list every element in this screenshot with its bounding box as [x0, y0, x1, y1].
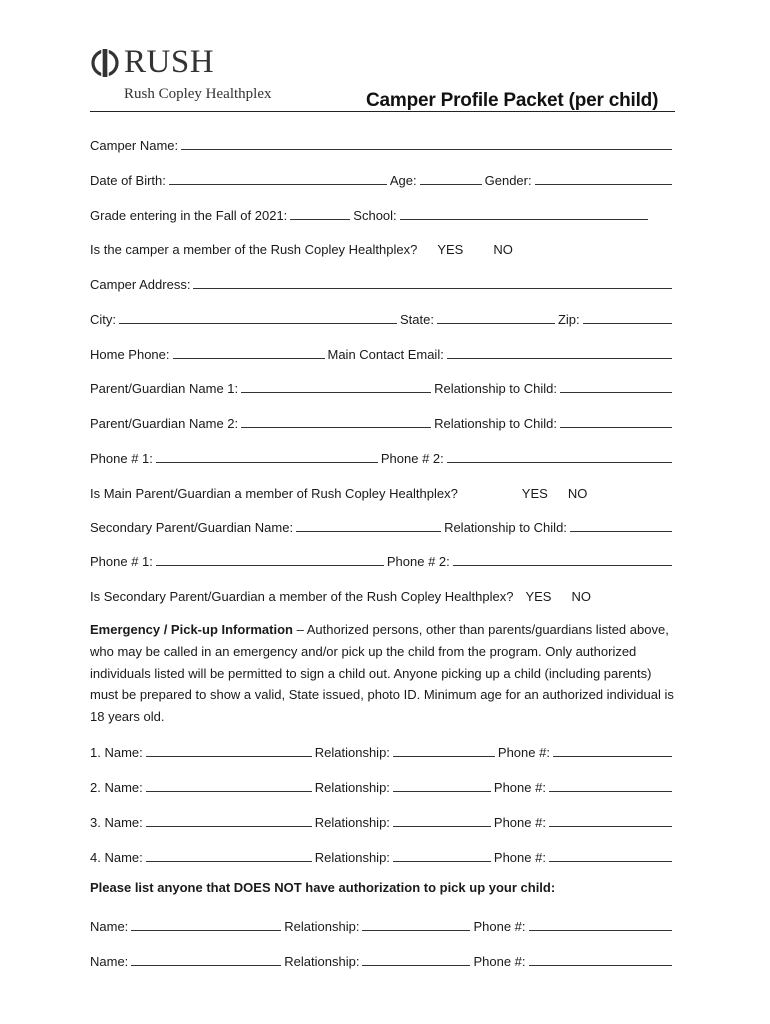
main-member-yes-option[interactable]: YES — [521, 486, 548, 501]
main-phone1-label: Phone # 1: — [90, 451, 153, 466]
contact-name-field[interactable] — [146, 849, 312, 862]
gender-field[interactable] — [535, 172, 672, 185]
rush-emblem-icon — [90, 48, 120, 78]
guardian2-relationship-field[interactable] — [560, 415, 672, 428]
contact-phone-field[interactable] — [549, 779, 672, 792]
contact-phone-label: Phone #: — [497, 745, 550, 760]
not-authorized-phone-field[interactable] — [529, 953, 673, 966]
contact-phone-label: Phone #: — [493, 780, 546, 795]
contact-name-field[interactable] — [146, 779, 312, 792]
dob-row — [90, 168, 675, 188]
guardian2-row — [90, 411, 675, 431]
guardian2-field[interactable] — [241, 415, 431, 428]
contact-relationship-field[interactable] — [393, 779, 491, 792]
emergency-text: – Authorized persons, other than parents/guardians listed above, who may be called in an emergency and/or pick up the child from the program. Only authorized individuals listed will be permitted to sign a child out. Anyone picking up a child (including parents) must be prepared to show a valid, State issued, photo ID. Minimum age for an authorized individual is 18 years old. — [90, 622, 674, 725]
camper-name-field[interactable] — [181, 137, 672, 150]
dob-label: Date of Birth: — [90, 173, 166, 188]
email-label: Main Contact Email: — [327, 347, 444, 362]
not-authorized-name-label: Name: — [90, 919, 129, 934]
not-authorized-row — [90, 949, 675, 969]
main-phone1-field[interactable] — [156, 450, 378, 463]
emergency-contact-row — [90, 775, 675, 795]
logo-subtitle: Rush Copley Healthplex — [124, 86, 272, 102]
age-label: Age: — [389, 173, 417, 188]
grade-label: Grade entering in the Fall of 2021: — [90, 208, 288, 223]
home-phone-row — [90, 342, 675, 362]
not-authorized-phone-label: Phone #: — [473, 954, 526, 969]
camper-member-no-option[interactable]: NO — [493, 242, 513, 257]
grade-field[interactable] — [290, 207, 350, 220]
home-phone-field[interactable] — [173, 346, 325, 359]
main-member-question: Is Main Parent/Guardian a member of Rush Copley Healthplex? — [90, 486, 458, 501]
address-label: Camper Address: — [90, 277, 191, 292]
contact-relationship-label: Relationship: — [314, 815, 390, 830]
contact-relationship-field[interactable] — [393, 814, 491, 827]
not-authorized-phone-label: Phone #: — [473, 919, 526, 934]
secondary-phone1-field[interactable] — [156, 553, 384, 566]
camper-member-row — [90, 237, 675, 257]
school-label: School: — [353, 208, 397, 223]
emergency-heading: Emergency / Pick-up Information — [90, 622, 293, 637]
secondary-guardian-row — [90, 515, 675, 535]
not-authorized-row — [90, 914, 675, 934]
guardian1-field[interactable] — [241, 380, 431, 393]
address-field[interactable] — [193, 276, 672, 289]
secondary-member-question: Is Secondary Parent/Guardian a member of the Rush Copley Healthplex? — [90, 589, 514, 604]
city-row — [90, 307, 675, 327]
secondary-member-row — [90, 584, 675, 604]
contact-phone-field[interactable] — [553, 744, 672, 757]
guardian1-label: Parent/Guardian Name 1: — [90, 381, 239, 396]
state-label: State: — [400, 312, 434, 327]
guardian1-relationship-field[interactable] — [560, 380, 672, 393]
gender-label: Gender: — [484, 173, 532, 188]
contact-phone-label: Phone #: — [493, 815, 546, 830]
camper-name-row — [90, 133, 675, 153]
emergency-contact-row — [90, 810, 675, 830]
main-phone2-field[interactable] — [447, 450, 672, 463]
main-member-row — [90, 481, 675, 501]
secondary-phone-row — [90, 549, 675, 569]
city-label: City: — [90, 312, 116, 327]
not-authorized-relationship-field[interactable] — [362, 953, 470, 966]
home-phone-label: Home Phone: — [90, 347, 170, 362]
guardian2-label: Parent/Guardian Name 2: — [90, 416, 239, 431]
emergency-info-paragraph — [90, 619, 675, 728]
camper-member-yes-option[interactable]: YES — [437, 242, 464, 257]
email-field[interactable] — [447, 346, 672, 359]
dob-field[interactable] — [169, 172, 387, 185]
secondary-phone2-field[interactable] — [453, 553, 672, 566]
address-row — [90, 272, 675, 292]
contact-relationship-label: Relationship: — [314, 745, 390, 760]
contact-name-field[interactable] — [146, 744, 312, 757]
contact-phone-label: Phone #: — [493, 850, 546, 865]
main-member-no-option[interactable]: NO — [567, 486, 588, 501]
secondary-relationship-label: Relationship to Child: — [444, 520, 567, 535]
contact-phone-field[interactable] — [549, 814, 672, 827]
contact-name-label: 1. Name: — [90, 745, 143, 760]
secondary-guardian-field[interactable] — [296, 519, 441, 532]
logo-wordmark: RUSH — [124, 44, 215, 80]
contact-relationship-label: Relationship: — [314, 780, 390, 795]
contact-relationship-field[interactable] — [393, 744, 495, 757]
not-authorized-phone-field[interactable] — [529, 918, 673, 931]
contact-name-field[interactable] — [146, 814, 312, 827]
main-phone-row — [90, 446, 675, 466]
not-authorized-relationship-label: Relationship: — [284, 919, 360, 934]
contact-name-label: 4. Name: — [90, 850, 143, 865]
contact-name-label: 3. Name: — [90, 815, 143, 830]
emergency-contact-row — [90, 845, 675, 865]
state-field[interactable] — [437, 311, 555, 324]
guardian1-row — [90, 376, 675, 396]
main-phone2-label: Phone # 2: — [380, 451, 444, 466]
contact-relationship-field[interactable] — [393, 849, 491, 862]
not-authorized-heading: Please list anyone that DOES NOT have authorization to pick up your child: — [90, 880, 556, 895]
not-authorized-name-field[interactable] — [131, 953, 281, 966]
title-underline — [90, 111, 675, 112]
not-authorized-relationship-label: Relationship: — [284, 954, 360, 969]
city-field[interactable] — [119, 311, 397, 324]
secondary-relationship-field[interactable] — [570, 519, 672, 532]
school-field[interactable] — [400, 207, 648, 220]
camper-name-label: Camper Name: — [90, 138, 179, 153]
not-authorized-relationship-field[interactable] — [362, 918, 470, 931]
contact-phone-field[interactable] — [549, 849, 672, 862]
zip-label: Zip: — [557, 312, 580, 327]
not-authorized-name-field[interactable] — [131, 918, 281, 931]
secondary-member-yes-option[interactable]: YES — [525, 589, 552, 604]
page-title: Camper Profile Packet (per child) — [366, 90, 659, 111]
not-authorized-name-label: Name: — [90, 954, 129, 969]
guardian2-relationship-label: Relationship to Child: — [434, 416, 557, 431]
contact-name-label: 2. Name: — [90, 780, 143, 795]
secondary-phone1-label: Phone # 1: — [90, 554, 153, 569]
zip-field[interactable] — [583, 311, 672, 324]
emergency-contact-row — [90, 740, 675, 760]
age-field[interactable] — [420, 172, 482, 185]
contact-relationship-label: Relationship: — [314, 850, 390, 865]
secondary-member-no-option[interactable]: NO — [571, 589, 591, 604]
grade-row — [90, 203, 675, 223]
secondary-phone2-label: Phone # 2: — [386, 554, 450, 569]
guardian1-relationship-label: Relationship to Child: — [434, 381, 557, 396]
camper-member-question: Is the camper a member of the Rush Copley Healthplex? — [90, 242, 418, 257]
secondary-guardian-label: Secondary Parent/Guardian Name: — [90, 520, 294, 535]
